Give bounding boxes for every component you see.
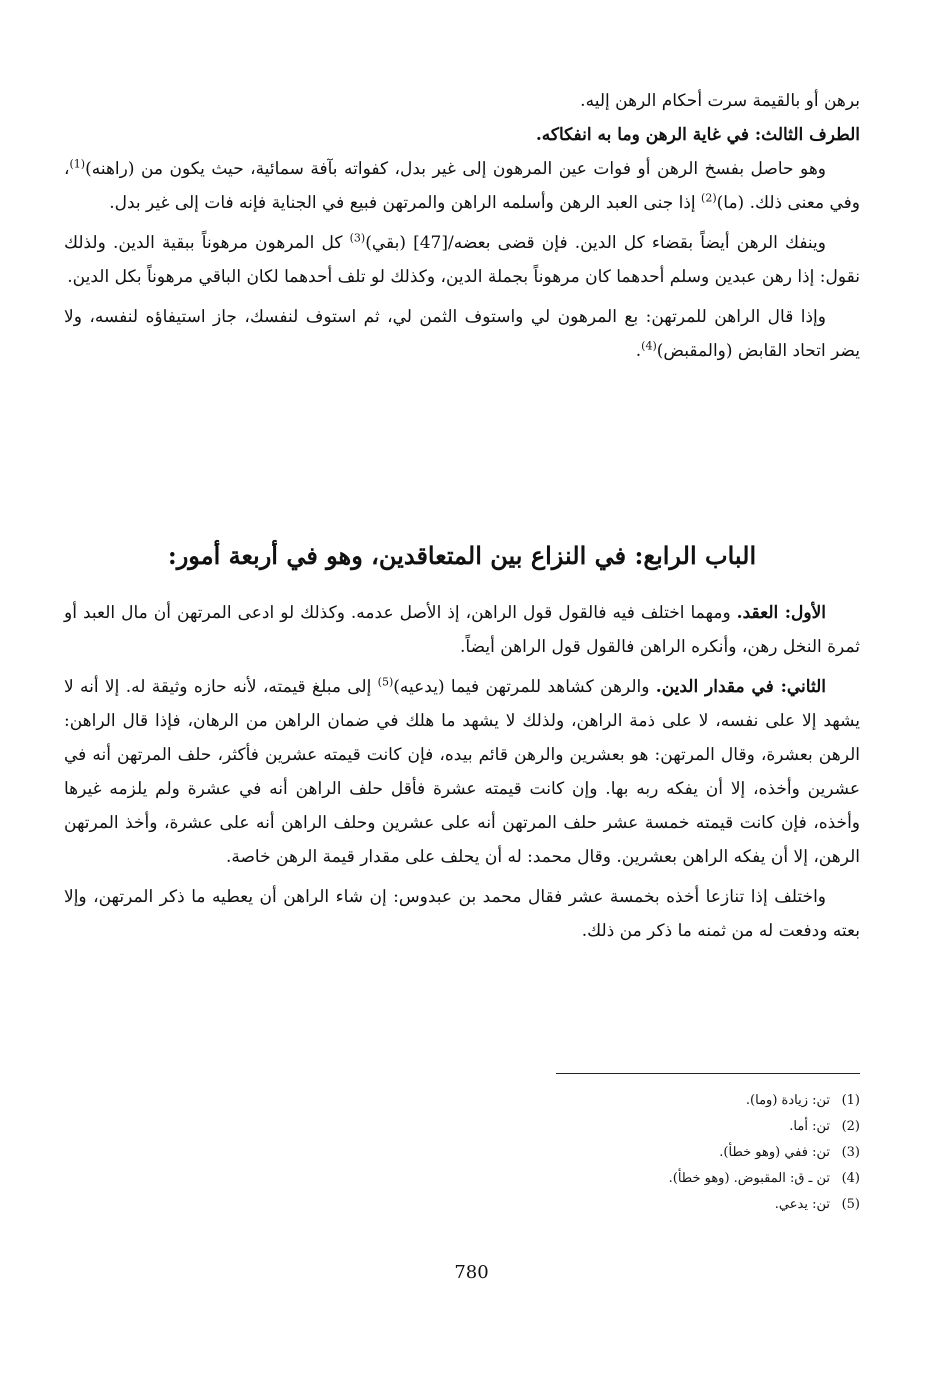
item-label-first: الأول: العقد. xyxy=(736,603,826,623)
footnote-4: (4)تن ـ ق: المقبوض. (وهو خطأ). xyxy=(668,1171,860,1186)
section-heading-third: الطرف الثالث: في غاية الرهن وما به انفكاكه. xyxy=(535,125,860,145)
page-number: 780 xyxy=(454,1262,489,1283)
footnote-5: (5)تن: يدعي. xyxy=(774,1197,860,1212)
paragraph-second-debt-amount: الثاني: في مقدار الدين. والرهن كشاهد للمرتهن فيما (يدعيه)$^{(5)}$ إلى مبلغ قيمته، لأنه حازه وثيقة له. إلا أنه لا يشهد إلا على نفسه، لا على ذمة الراهن، ولذلك لا يشهد ما هلك في ضمان الراهن من الرهان، فإذا قال الراهن: الرهن بعشرة، وقال المرتهن: هو بعشرين والرهن قائم بيده، فإن كانت قيمته عشرين فأكثر، حلف المرتهن أنه في عشرين وأخذه، إلا أن يفكه ربه بها. وإن كانت قيمته عشرة فأقل حلف الراهن أنه في عشرة ولم يلزمه غيرها وأخذه، فإن كانت قيمته خمسة عشر حلف المرتهن أنه على عشرين وحلف الراهن أنه على عشرة، وأخذ المرتهن الرهن، إلا أن يفكه الراهن بعشرين. وقال محمد: له أن يحلف على مقدار قيمة الرهن خاصة. xyxy=(64,675,860,867)
footnote-divider xyxy=(556,1073,860,1074)
paragraph-sale-authorization: وإذا قال الراهن للمرتهن: بع المرهون لي واستوف الثمن لي، ثم استوف لنفسك، جاز استيفاؤه لنفسه، ولا يضر اتحاد القابض (والمقبض)$^{(4)}$. xyxy=(64,307,860,361)
paragraph-continuation: برهن أو بالقيمة سرت أحكام الرهن إليه. xyxy=(580,91,860,111)
footnote-1: (1)تن: زيادة (وما). xyxy=(745,1093,860,1108)
footnote-ref-1[interactable]: (1) xyxy=(69,157,86,171)
footnote-ref-2[interactable]: (2) xyxy=(701,191,717,205)
footnote-2: (2)تن: أما. xyxy=(789,1119,860,1134)
footnote-ref-3[interactable]: (3) xyxy=(349,231,366,245)
paragraph-debt-payment: وينفك الرهن أيضاً بقضاء كل الدين. فإن قضى بعضه/[47] (بقي)$^{(3)}$ كل المرهون مرهوناً ببقية الدين. ولذلك نقول: إذا رهن عبدين وسلم أحدهما كان مرهوناً بجملة الدين، وكذلك لو تلف أحدهما لكان الباقي مرهوناً بكل الدين. xyxy=(64,231,860,287)
footnote-3: (3)تن: ففي (وهو خطأ). xyxy=(719,1145,860,1160)
footnote-ref-5[interactable]: (5) xyxy=(377,675,394,689)
footnote-ref-4[interactable]: (4) xyxy=(641,339,657,353)
footnotes xyxy=(64,1088,860,1218)
top-text-block xyxy=(64,84,860,368)
item-label-second: الثاني: في مقدار الدين. xyxy=(655,677,826,697)
paragraph-first-contract: الأول: العقد. ومهما اختلف فيه فالقول قول الراهن، إذ الأصل عدمه. وكذلك لو ادعى المرتهن أن مال العبد أو ثمرة النخل رهن، وأنكره الراهن فالقول قول الراهن أيضاً. xyxy=(64,603,860,657)
chapter-title: الباب الرابع: في النزاع بين المتعاقدين، وهو في أربعة أمور: xyxy=(167,541,757,570)
paragraph-dispute-fifteen: واختلف إذا تنازعا أخذه بخمسة عشر فقال محمد بن عبدوس: إن شاء الراهن أن يعطيه ما ذكر المرتهن، وإلا بعته ودفعت له من ثمنه ما ذكر من ذلك. xyxy=(64,887,860,941)
bottom-text-block xyxy=(64,596,860,948)
paragraph-rescission: وهو حاصل بفسخ الرهن أو فوات عين المرهون إلى غير بدل، كفواته بآفة سمائية، حيث يكون من (راهنه)$^{(1)}$، وفي معنى ذلك. (ما)$^{(2)}$ إذا جنى العبد الرهن وأسلمه الراهن والمرتهن فبيع في الجناية فإنه فات إلى غير بدل. xyxy=(64,157,860,213)
